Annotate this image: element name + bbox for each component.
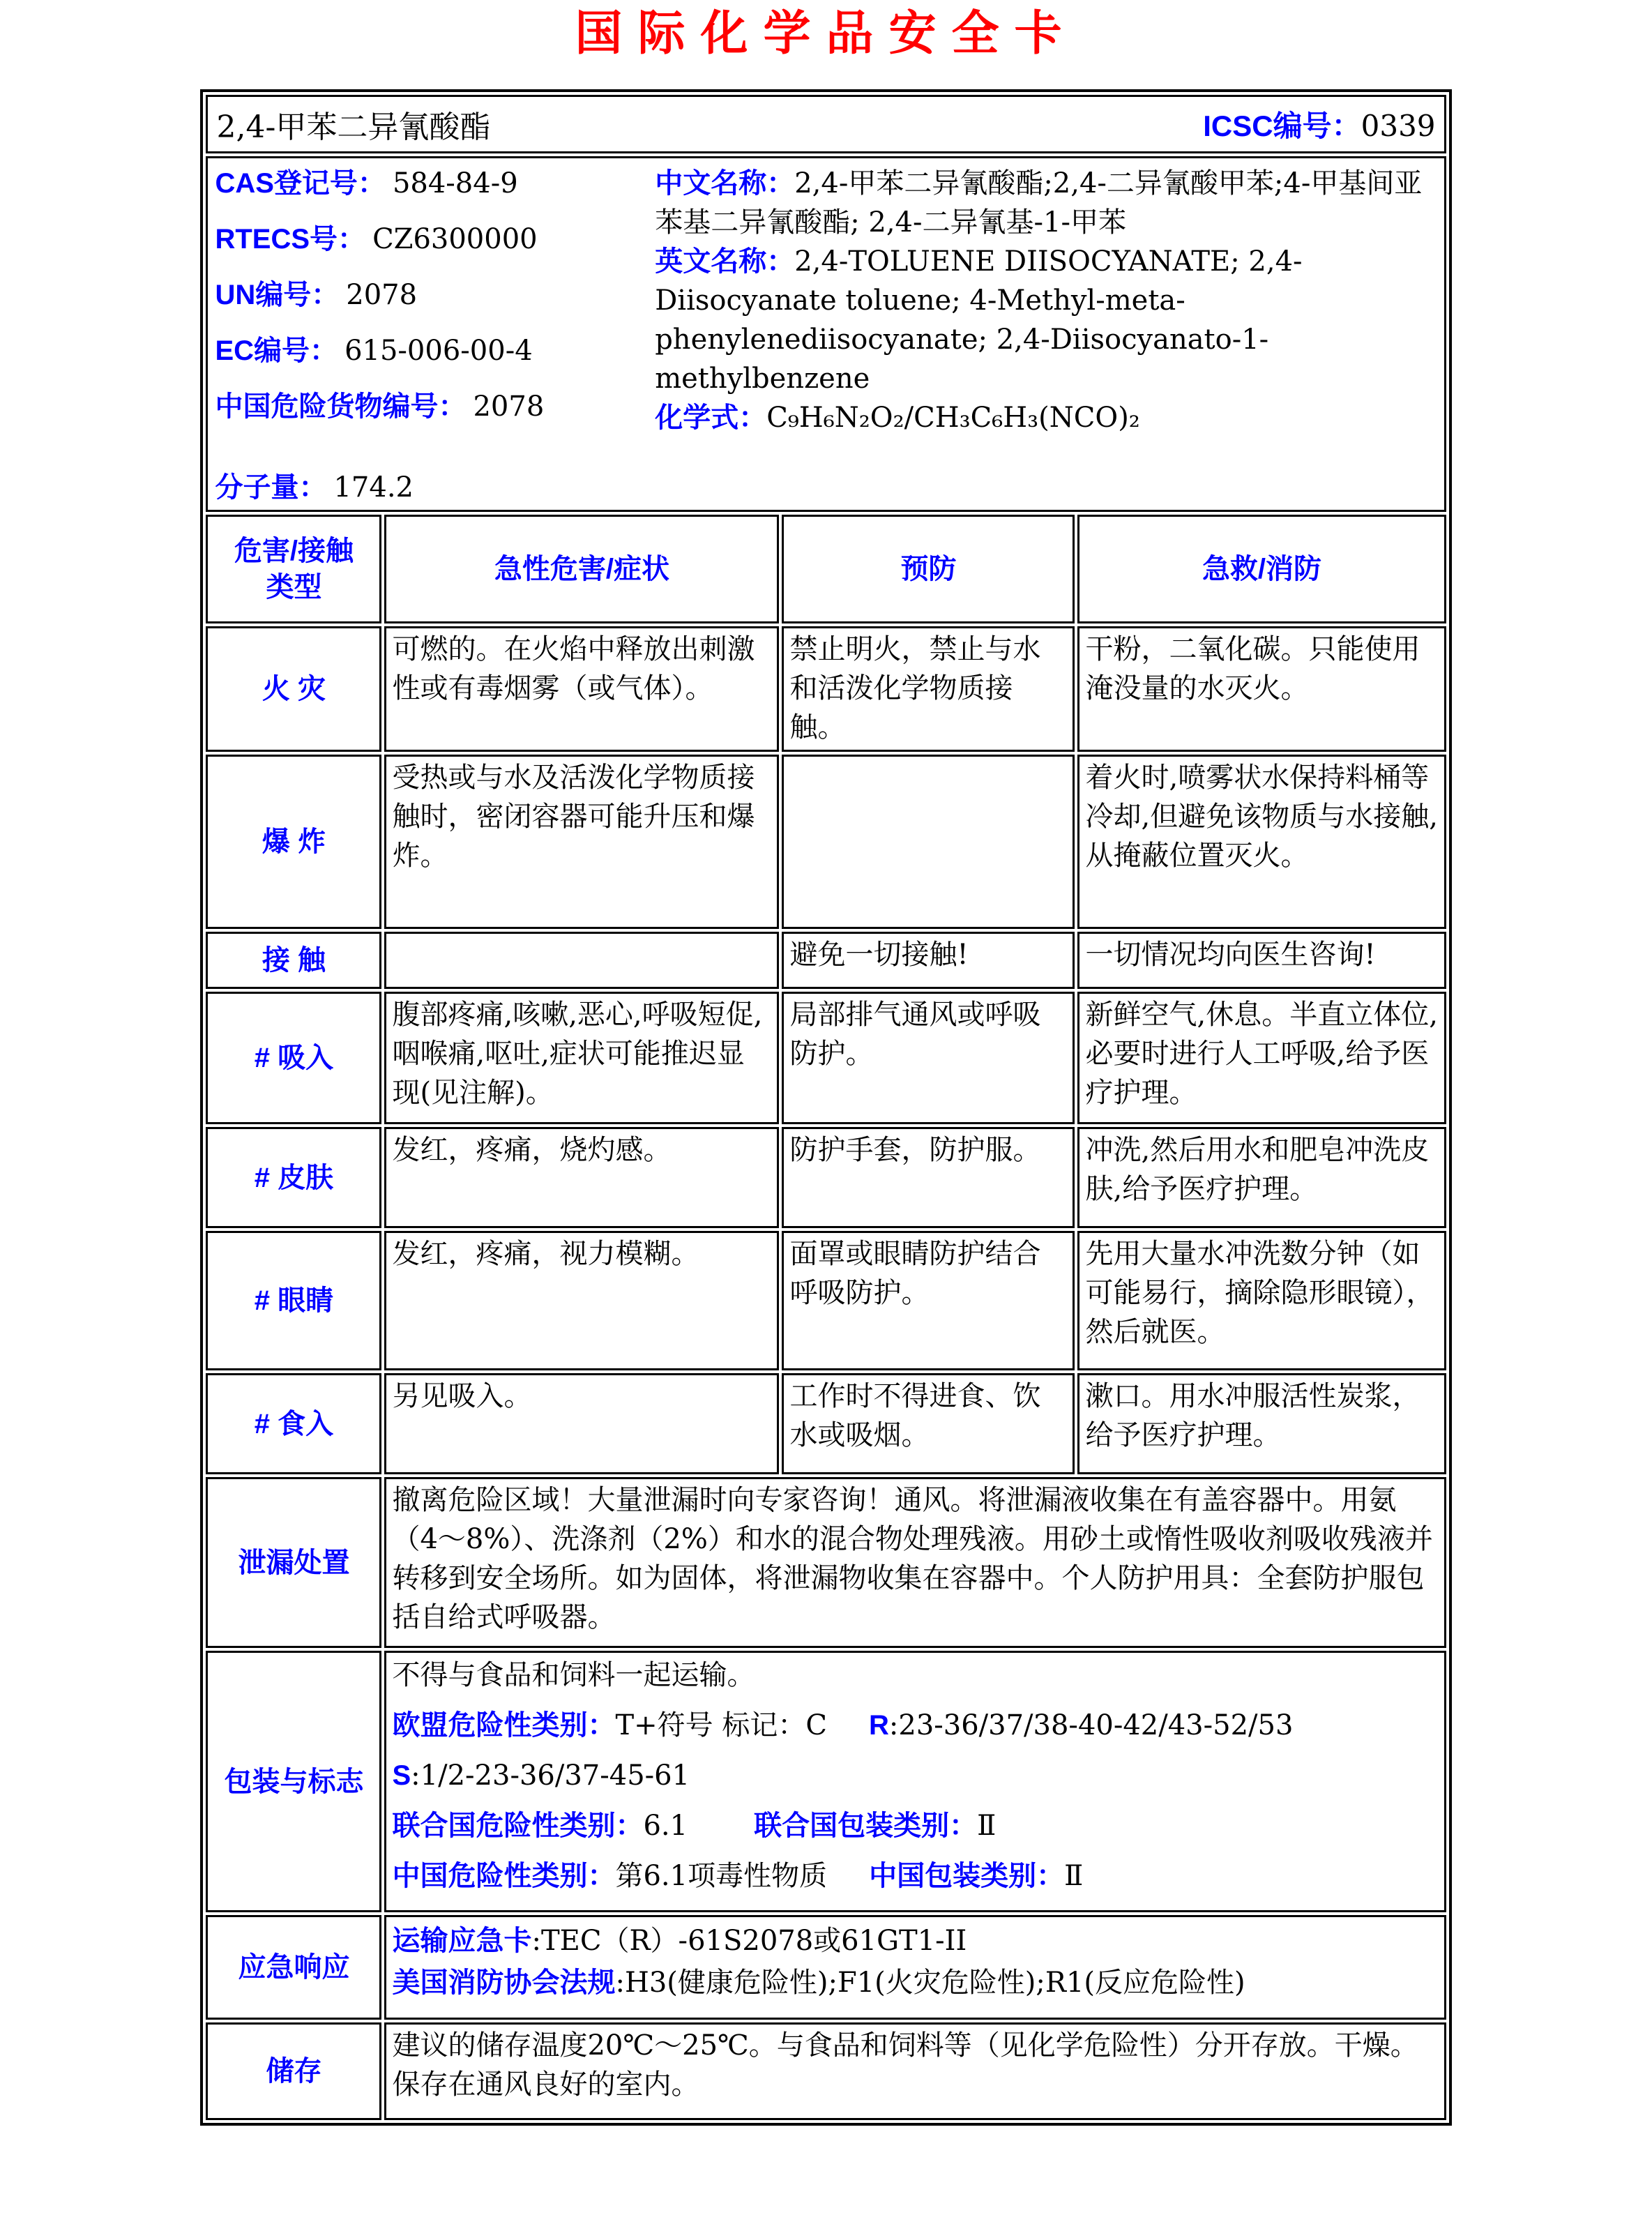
explosion-first-aid-cell: 着火时,喷雾状水保持料桶等冷却,但避免该物质与水接触,从掩蔽位置灭火。 <box>1077 755 1446 929</box>
packaging-cn-class-line: 中国危险性类别：第6.1项毒性物质 中国包装类别：Ⅱ <box>392 1860 1084 1892</box>
ingestion-first-aid-cell: 漱口。用水冲服活性炭浆，给予医疗护理。 <box>1077 1373 1446 1474</box>
skin-prevention-cell: 防护手套，防护服。 <box>782 1127 1075 1228</box>
icsc-page <box>0 7 1652 2126</box>
contact-prevention-cell: 避免一切接触! <box>782 932 1075 989</box>
explosion-prevention-cell <box>782 755 1075 929</box>
hazard-row-fire <box>206 626 1446 752</box>
eyes-prevention-cell: 面罩或眼睛防护结合呼吸防护。 <box>782 1231 1075 1370</box>
header-first-aid: 急救/消防 <box>1077 515 1446 623</box>
substance-names <box>655 164 1437 507</box>
emergency-response-label: 应急响应 <box>206 1915 381 2020</box>
china-dg-number-line: 中国危险货物编号： 2078 <box>215 391 545 423</box>
packaging-un-class-line: 联合国危险性类别：6.1 联合国包装类别：Ⅱ <box>392 1810 996 1842</box>
hazard-header-row <box>206 515 1446 623</box>
spillage-label: 泄漏处置 <box>206 1477 381 1648</box>
hazard-row-explosion <box>206 755 1446 929</box>
fire-symptoms-cell: 可燃的。在火焰中释放出刺激性或有毒烟雾（或气体）。 <box>384 626 779 752</box>
hazard-row-ingestion <box>206 1373 1446 1474</box>
identity-row <box>206 156 1446 512</box>
substance-header-cell <box>206 95 1446 153</box>
explosion-symptoms-cell: 受热或与水及活泼化学物质接触时，密闭容器可能升压和爆炸。 <box>384 755 779 929</box>
storage-text-cell: 建议的储存温度20℃～25℃。与食品和饲料等（见化学危险性）分开存放。干燥。保存在通风良好的室内。 <box>384 2022 1446 2120</box>
registry-identifiers <box>215 164 655 507</box>
substance-header-row <box>206 95 1446 153</box>
header-symptoms: 急性危害/症状 <box>384 515 779 623</box>
fire-prevention-cell: 禁止明火，禁止与水和活泼化学物质接触。 <box>782 626 1075 752</box>
icsc-label: ICSC编号： <box>1203 109 1361 142</box>
eyes-symptoms-cell: 发红，疼痛，视力模糊。 <box>384 1231 779 1370</box>
hazard-label-inhalation: # 吸入 <box>206 992 381 1124</box>
inhalation-first-aid-cell: 新鲜空气,休息。半直立体位,必要时进行人工呼吸,给予医疗护理。 <box>1077 992 1446 1124</box>
page-title: 国际化学品安全卡 <box>575 7 1077 60</box>
hazard-label-eyes: # 眼睛 <box>206 1231 381 1370</box>
hazard-label-explosion: 爆 炸 <box>206 755 381 929</box>
emergency-response-cell <box>384 1915 1446 2020</box>
chinese-name-block: 中文名称：2,4-甲苯二异氰酸酯;2,4-二异氰酸甲苯;4-甲基间亚苯基二异氰酸酯; 2,4-二异氰基-1-甲苯 <box>655 167 1423 239</box>
ingestion-prevention-cell: 工作时不得进食、饮水或吸烟。 <box>782 1373 1075 1474</box>
eyes-first-aid-cell: 先用大量水冲洗数分钟（如可能易行，摘除隐形眼镜），然后就医。 <box>1077 1231 1446 1370</box>
rtecs-number-line: RTECS号： CZ6300000 <box>215 223 538 255</box>
packaging-content-cell <box>384 1651 1446 1912</box>
inhalation-prevention-cell: 局部排气通风或呼吸防护。 <box>782 992 1075 1124</box>
storage-row <box>206 2022 1446 2120</box>
header-prevention: 预防 <box>782 515 1075 623</box>
hazard-row-inhalation <box>206 992 1446 1124</box>
packaging-eu-class-line: 欧盟危险性类别：T+符号 标记：C R:23-36/37/38-40-42/43-52/53 <box>392 1709 1294 1741</box>
packaging-row <box>206 1651 1446 1912</box>
contact-symptoms-cell <box>384 932 779 989</box>
hazard-label-fire: 火 灾 <box>206 626 381 752</box>
hazard-label-contact: 接 触 <box>206 932 381 989</box>
spillage-row <box>206 1477 1446 1648</box>
ingestion-symptoms-cell: 另见吸入。 <box>384 1373 779 1474</box>
packaging-s-phrases-line: S:1/2-23-36/37-45-61 <box>392 1760 690 1792</box>
emergency-response-row <box>206 1915 1446 2020</box>
icsc-card-table <box>200 89 1451 2126</box>
ec-number-line: EC编号： 615-006-00-4 <box>215 335 533 367</box>
packaging-label: 包装与标志 <box>206 1651 381 1912</box>
identity-cell <box>206 156 1446 512</box>
un-number-line: UN编号： 2078 <box>215 279 418 311</box>
skin-first-aid-cell: 冲洗,然后用水和肥皂冲洗皮肤,给予医疗护理。 <box>1077 1127 1446 1228</box>
contact-first-aid-cell: 一切情况均向医生咨询! <box>1077 932 1446 989</box>
fire-first-aid-cell: 干粉，二氧化碳。只能使用淹没量的水灭火。 <box>1077 626 1446 752</box>
storage-label: 储存 <box>206 2022 381 2120</box>
spillage-text-cell: 撤离危险区域！大量泄漏时向专家咨询！通风。将泄漏液收集在有盖容器中。用氨（4～8%）、洗涤剂（2%）和水的混合物处理残液。用砂土或惰性吸收剂吸收残液并转移到安全场所。如为固体，将泄漏物收集在容器中。个人防护用具：全套防护服包括自给式呼吸器。 <box>384 1477 1446 1648</box>
hazard-label-ingestion: # 食入 <box>206 1373 381 1474</box>
hazard-row-eyes <box>206 1231 1446 1370</box>
skin-symptoms-cell: 发红，疼痛，烧灼感。 <box>384 1127 779 1228</box>
chemical-formula-block: 化学式：C₉H₆N₂O₂/CH₃C₆H₃(NCO)₂ <box>655 402 1140 434</box>
english-name-block: 英文名称：2,4-TOLUENE DIISOCYANATE; 2,4-Diisocyanate toluene; 4-Methyl-meta-phenylenediisocyanate; 2,4-Diisocyanato-1-methylbenzene <box>655 245 1303 395</box>
icsc-number: 0339 <box>1361 109 1436 143</box>
hazard-row-skin <box>206 1127 1446 1228</box>
packaging-transport-note: 不得与食品和饲料一起运输。 <box>392 1659 755 1691</box>
hazard-row-contact <box>206 932 1446 989</box>
inhalation-symptoms-cell: 腹部疼痛,咳嗽,恶心,呼吸短促,咽喉痛,呕吐,症状可能推迟显现(见注解)。 <box>384 992 779 1124</box>
transport-emergency-card-line: 运输应急卡:TEC（R）-61S2078或61GT1-II <box>392 1925 967 1957</box>
nfpa-code-line: 美国消防协会法规:H3(健康危险性);F1(火灾危险性);R1(反应危险性) <box>392 1967 1245 1999</box>
hazard-label-skin: # 皮肤 <box>206 1127 381 1228</box>
icsc-number-group <box>1203 103 1435 145</box>
substance-name: 2,4-甲苯二异氰酸酯 <box>216 109 491 145</box>
header-hazard-type: 危害/接触 类型 <box>206 515 381 623</box>
molecular-weight-line: 分子量： 174.2 <box>215 471 414 504</box>
cas-number-line: CAS登记号： 584-84-9 <box>215 167 518 199</box>
